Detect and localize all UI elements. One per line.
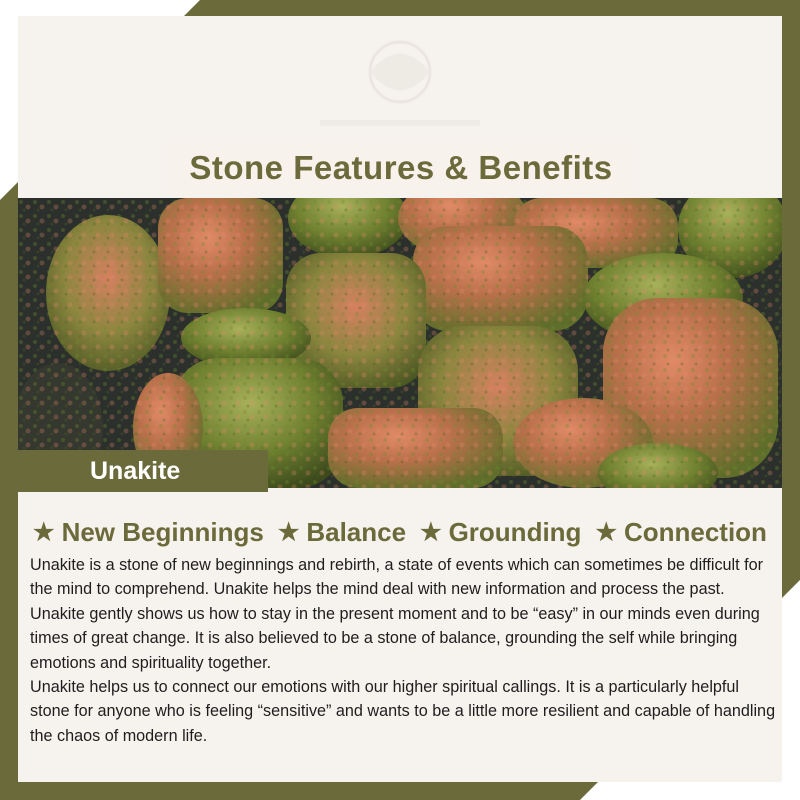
star-icon: ★ <box>33 518 55 546</box>
benefit-item <box>278 517 406 548</box>
description-paragraph: Unakite helps us to connect our emotions with our higher spiritual callings. It is a particularly helpful stone for anyone who is feeling “sensitive” and wants to be a little more resilient and capable of handling the chaos of modern life. <box>30 678 776 745</box>
benefit-label: Connection <box>623 516 767 547</box>
section-title-banner <box>166 142 636 194</box>
star-icon: ★ <box>595 518 617 546</box>
benefit-item <box>595 517 767 548</box>
benefit-label: New Beginnings <box>61 516 264 547</box>
brand-logo-watermark <box>310 30 490 135</box>
star-icon: ★ <box>420 518 442 546</box>
page-title: Stone Features & Benefits <box>189 149 613 186</box>
benefit-item <box>420 517 581 548</box>
stone-name-label <box>18 450 268 492</box>
unakite-stones-photo <box>18 198 782 488</box>
benefit-label: Grounding <box>448 516 582 547</box>
star-icon: ★ <box>277 518 300 546</box>
description-paragraph: Unakite is a stone of new beginnings and rebirth, a state of events which can sometimes be difficult for the mind to comprehend. Unakite helps the mind deal with new information and process the past. Unakite gently shows us how to stay in the present moment and to be “easy” in our minds even during times of great change. It is also believed to be a stone of balance, grounding the self while bringing emotions and spirituality together. <box>30 556 764 672</box>
benefit-label: Balance <box>306 516 407 547</box>
benefit-item <box>33 517 264 548</box>
benefits-list <box>18 512 782 552</box>
stone-description <box>30 553 776 748</box>
stone-name: Unakite <box>90 456 181 485</box>
